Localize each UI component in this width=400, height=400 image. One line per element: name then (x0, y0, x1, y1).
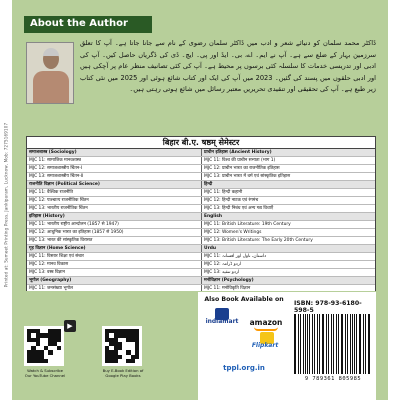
barcode-icon (294, 314, 372, 374)
about-author-heading: About the Author (24, 16, 152, 33)
table-cell-left: MJC 12: मानव विकास (29, 262, 69, 267)
table-subject-header (27, 277, 375, 285)
table-cell-left: भूगोल (Geography) (27, 277, 201, 284)
amazon-link[interactable]: amazon (249, 318, 283, 327)
flipkart-link[interactable]: Flipkart (251, 342, 279, 349)
barcode-bar (365, 314, 366, 374)
author-body (33, 71, 69, 104)
table-cell-right: MJC 11: विश्व की प्राचीन सभ्यता (भाग 1) (201, 157, 375, 164)
table-row (27, 237, 375, 245)
store-panel (198, 292, 290, 400)
barcode-bar (333, 314, 334, 374)
table-row (27, 197, 375, 205)
table-cell-right: MJC 11: मनोविकृति विज्ञान (201, 285, 375, 292)
printer-credit: Printed at: Sumeet Printing Press, Jankipuram, Lucknow, Mob: 7275169107 (3, 122, 9, 288)
table-cell-left: MJC 11: भारतीय राष्ट्रीय आन्दोलन (1857 से 1947) (29, 222, 119, 227)
table-row (27, 205, 375, 213)
youtube-qr-code[interactable] (24, 326, 64, 366)
printer-strip (0, 0, 12, 400)
table-row (27, 269, 375, 277)
barcode-bar (369, 314, 370, 374)
barcode-bar (363, 314, 364, 374)
barcode-bar (303, 314, 304, 374)
table-cell-right: MJC 13: اردو تنقید (201, 269, 375, 276)
barcode-bar (319, 314, 320, 374)
table-cell-right: MJC 11: हिन्दी कहानी (201, 189, 375, 196)
table-cell-right: MJC 12: اردو ڈرامہ (201, 261, 375, 268)
syllabus-table (26, 136, 376, 292)
barcode-bar (336, 314, 337, 374)
right-margin (388, 0, 400, 400)
table-row (27, 221, 375, 229)
table-cell-left: MJC 11: सामाजिक मानवशास्त्र (29, 158, 81, 163)
author-bio: ڈاکٹر محمد سلمان کو دنیائے شعر و ادب میں ڈاکٹر سلمان رضوی کے نام سے جانا جاتا ہے۔ آپ کا تعلق سرزمین بہار کے ضلع سے ہے۔ آپ نے ایم۔ اے، بی۔ ایڈ اور پی۔ ایچ۔ ڈی کی ڈگریاں حاصل کیں۔ آپ کی ادبی اور تدریسی خدمات کا سلسلہ کئی برسوں پر محیط ہے۔ آپ کی کئی تصانیف منظر عام پر آچکی ہیں اور ادبی حلقوں میں پسند کی گئیں۔ 2023 میں آپ کی ایک اور کتاب شائع ہوئی اور 2025 میں نئی کتاب زیر طبع ہے۔ آپ کی تحقیقی اور تنقیدی تحریریں معتبر رسائل میں شائع ہوتی رہتی ہیں۔ (80, 39, 376, 94)
barcode-bar (307, 314, 308, 374)
barcode-digits: 9 789361 805985 (304, 376, 362, 382)
table-cell-right: मनोविज्ञान (Psychology) (201, 277, 375, 284)
table-cell-right: MJC 11: British Literature: 19th Century (201, 221, 375, 228)
table-row (27, 165, 375, 173)
also-available-title: Also Book Available on (204, 296, 284, 303)
publisher-website-link[interactable]: tppl.org.in (223, 364, 265, 372)
table-subject-header (27, 181, 375, 189)
table-subject-header (27, 149, 375, 157)
table-cell-left: MJC 11: जनसंख्या भूगोल (29, 286, 73, 291)
table-title: बिहार बी.ए. षष्ठम् सेमेस्टर (27, 137, 375, 149)
table-row (27, 261, 375, 269)
table-subject-header (27, 245, 375, 253)
table-cell-left: गृह विज्ञान (Home Science) (27, 245, 201, 252)
table-cell-left: इतिहास (History) (27, 213, 201, 220)
table-body (27, 149, 375, 292)
table-cell-left: MJC 12: पाश्चात्य राजनीतिक चिंतन (29, 198, 89, 203)
table-row (27, 229, 375, 237)
table-cell-left: MJC 12: समाजशास्त्रीय चिंतन-I (29, 166, 83, 171)
barcode-bar (326, 314, 327, 374)
table-row (27, 173, 375, 181)
table-cell-left: समाजशास्त्र (Sociology) (27, 149, 201, 156)
table-subject-header (27, 213, 375, 221)
table-cell-right: MJC 13: हिन्दी निबंध एवं अन्य गद्य विधाएँ (201, 205, 375, 212)
table-cell-left: MJC 13: समाजशास्त्रीय चिंतन-II (29, 174, 84, 179)
barcode-bar (314, 314, 315, 374)
author-photo (26, 42, 74, 104)
table-cell-right: हिन्दी (201, 181, 375, 188)
table-row (27, 157, 375, 165)
youtube-qr-caption: Watch & Subscribe Our YouTube Channel (24, 368, 66, 378)
table-cell-right: MJC 12: हिन्दी नाटक एवं रंगमंच (201, 197, 375, 204)
amazon-smile-icon (254, 327, 278, 331)
barcode-bar (347, 314, 348, 374)
table-cell-left: MJC 11: विस्तार शिक्षा एवं संचार (29, 254, 84, 259)
table-row (27, 189, 375, 197)
barcode-bar (298, 314, 299, 374)
barcode-bar (331, 314, 332, 374)
qr-module (135, 359, 139, 363)
qr-module (57, 359, 61, 363)
barcode-bar (356, 314, 357, 374)
ebook-qr-code[interactable] (102, 326, 142, 366)
author-hair (43, 48, 59, 56)
barcode-bar (345, 314, 346, 374)
barcode-bar (317, 314, 318, 374)
table-row (27, 253, 375, 261)
table-cell-right: प्राचीन इतिहास (Ancient History) (201, 149, 375, 156)
table-cell-right: Urdu (201, 245, 375, 252)
isbn-number: ISBN: 978-93-6180-598-5 (294, 300, 362, 314)
table-cell-right: MJC 12: प्राचीन भारत का राजनीतिक इतिहास (201, 165, 375, 172)
table-cell-left: MJC 12: आधुनिक भारत का इतिहास (1857 से 1950) (29, 230, 124, 235)
table-cell-right: MJC 13: British Literature: The Early 20th Century (201, 237, 375, 244)
isbn-panel (290, 292, 376, 400)
table-cell-right: MJC 13: प्राचीन भारत में धर्म एवं सांस्कृतिक इतिहास (201, 173, 375, 180)
play-icon: ▶ (64, 320, 76, 332)
ebook-qr-caption: Buy E-Book Edition of Google Play Books (102, 368, 144, 378)
barcode-bar (350, 314, 351, 374)
indiamart-link[interactable]: indiamart (205, 318, 239, 325)
table-cell-right: MJC 12: Women's Writings (201, 229, 375, 236)
table-cell-right: English (201, 213, 375, 220)
table-cell-left: राजनीति विज्ञान (Political Science) (27, 181, 201, 188)
barcode-bar (323, 314, 324, 374)
barcode-bar (309, 314, 310, 374)
barcode-bar (360, 314, 361, 374)
table-cell-right: MJC 11: داستان، ناول اور افسانہ (201, 253, 375, 260)
table-cell-left: MJC 13: भारतीय राजनीतिक चिंतन (29, 206, 88, 211)
table-cell-left: MJC 11: वैश्विक राजनीति (29, 190, 74, 195)
table-cell-left: MJC 13: भारत की सांस्कृतिक विरासत (29, 238, 93, 243)
table-cell-left: MJC 13: वस्त्र विज्ञान (29, 270, 65, 275)
